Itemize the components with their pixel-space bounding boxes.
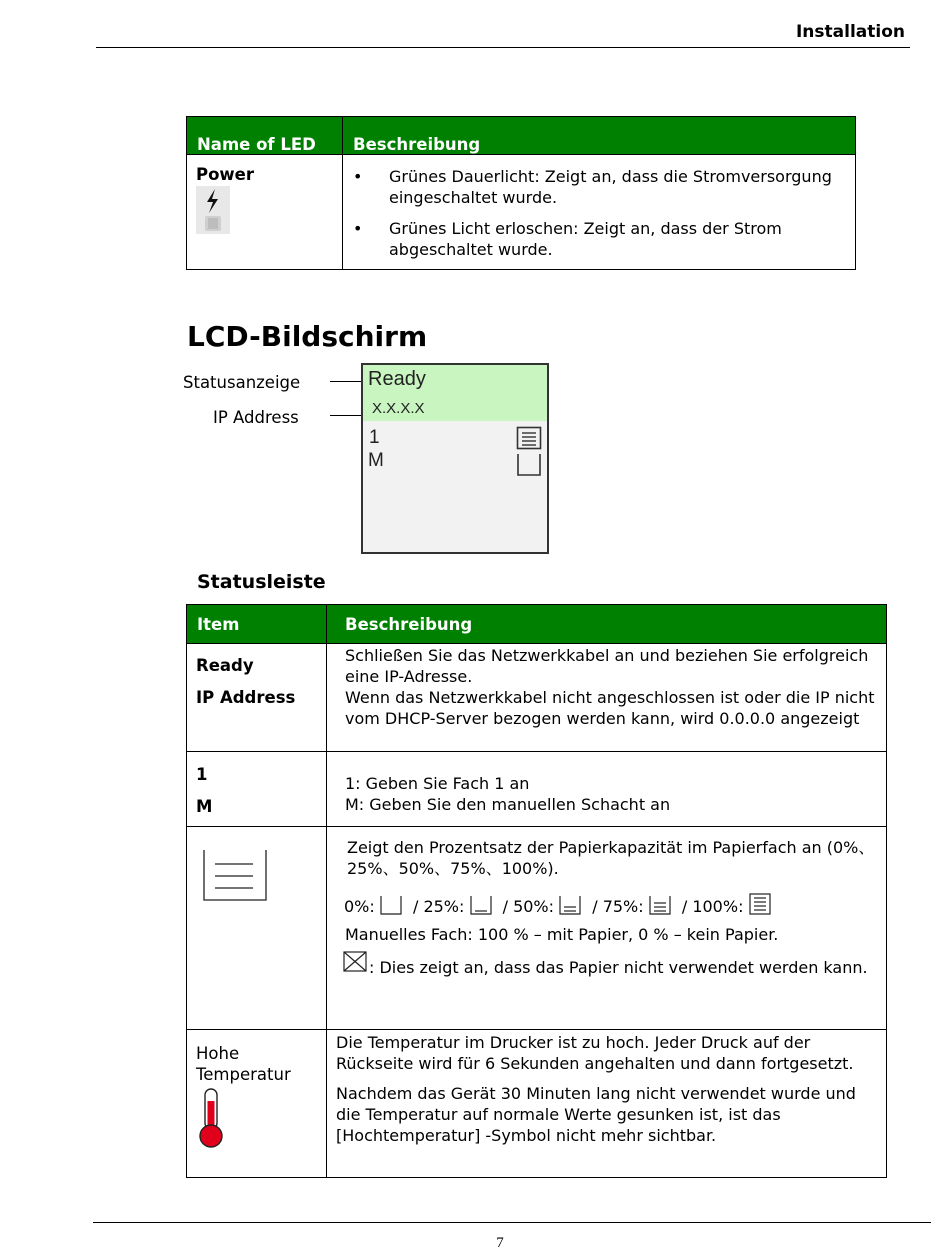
tray-full-icon	[749, 893, 771, 915]
table-row	[187, 644, 887, 752]
row-item: Ready	[196, 656, 254, 675]
row-text: : Dies zeigt an, dass das Papier nicht verwendet werden kann.	[369, 958, 868, 977]
ip-leader-line	[330, 415, 363, 416]
tray-empty-icon	[380, 895, 402, 915]
led-bullet: • Grünes Licht erloschen: Zeigt an, dass der Strom abgeschaltet wurde.	[343, 218, 855, 260]
row-text: Zeigt den Prozentsatz der Papierkapazität im Papierfach an (0%、25%、50%、75%、100%).	[347, 838, 875, 878]
paper-level-legend	[327, 893, 878, 917]
lcd-tray-text: 1	[369, 427, 380, 448]
row-item: IP Address	[196, 688, 296, 707]
status-bar-heading: Statusleiste	[197, 571, 326, 593]
status-table	[186, 604, 887, 1178]
led-bullet: • Grünes Dauerlicht: Zeigt an, dass die Stromversorgung eingeschaltet wurde.	[343, 166, 855, 208]
unusable-paper-note	[327, 951, 878, 983]
row-text: 1: Geben Sie Fach 1 an	[345, 774, 530, 793]
led-table	[186, 116, 856, 270]
lcd-status-text: Ready	[368, 368, 426, 390]
paper-level-label: / 25%:	[412, 897, 465, 916]
paper-unusable-icon	[343, 951, 369, 973]
status-table-header-item: Item	[187, 605, 327, 644]
row-text: Nachdem das Gerät 30 Minuten lang nicht verwendet wurde und die Temperatur auf normale Werte gesunken ist, ist das [Hochtemperatur] -Symbol nicht mehr sichtbar.	[336, 1084, 856, 1145]
led-name: Power	[196, 165, 254, 184]
footer-rule	[93, 1222, 931, 1223]
paper-level-label: / 50%:	[502, 897, 555, 916]
lcd-manual-text: M	[368, 450, 384, 471]
page-number: 7	[496, 1235, 504, 1251]
lcd-screen	[361, 363, 549, 554]
led-table-header-description: Beschreibung	[343, 117, 856, 155]
table-row	[187, 827, 887, 1030]
page-header-title: Installation	[795, 22, 905, 42]
row-item: 1	[196, 765, 208, 784]
paper-tray-icon	[203, 849, 267, 901]
lcd-ip-text: X.X.X.X	[372, 400, 425, 417]
paper-level-label: / 100%:	[681, 897, 744, 916]
ip-address-label: IP Address	[213, 408, 299, 427]
paper-level-label: 0%:	[344, 897, 375, 916]
row-item: M	[196, 797, 213, 816]
thermometer-icon	[196, 1087, 226, 1149]
tray-three-quarter-icon	[649, 895, 671, 915]
led-table-row	[187, 155, 856, 270]
row-text: Wenn das Netzwerkkabel nicht angeschlossen ist oder die IP nicht vom DHCP-Server bezogen werden kann, wird 0.0.0.0 angezeigt	[345, 688, 875, 728]
lcd-section-heading: LCD-Bildschirm	[187, 320, 428, 353]
lcd-tray-icons	[516, 426, 542, 478]
status-indicator-label: Statusanzeige	[183, 373, 301, 392]
power-led-icon	[196, 186, 230, 234]
tray-quarter-icon	[470, 895, 492, 915]
row-item: Hohe Temperatur	[196, 1044, 291, 1084]
led-table-header-name: Name of LED	[187, 117, 343, 155]
status-leader-line	[330, 381, 363, 382]
table-row	[187, 752, 887, 827]
row-text: Schließen Sie das Netzwerkkabel an und beziehen Sie erfolgreich eine IP-Adresse.	[345, 646, 869, 686]
row-text: Die Temperatur im Drucker ist zu hoch. Jeder Druck auf der Rückseite wird für 6 Sekunden angehalten und dann fortgesetzt.	[336, 1033, 854, 1073]
table-row	[187, 1030, 887, 1178]
paper-level-label: / 75%:	[592, 897, 644, 916]
status-table-header-description: Beschreibung	[327, 605, 887, 644]
row-text: M: Geben Sie den manuellen Schacht an	[345, 795, 671, 814]
row-text: Manuelles Fach: 100 % – mit Papier, 0 % – kein Papier.	[345, 925, 779, 944]
tray-half-icon	[559, 895, 581, 915]
header-rule	[96, 47, 910, 48]
